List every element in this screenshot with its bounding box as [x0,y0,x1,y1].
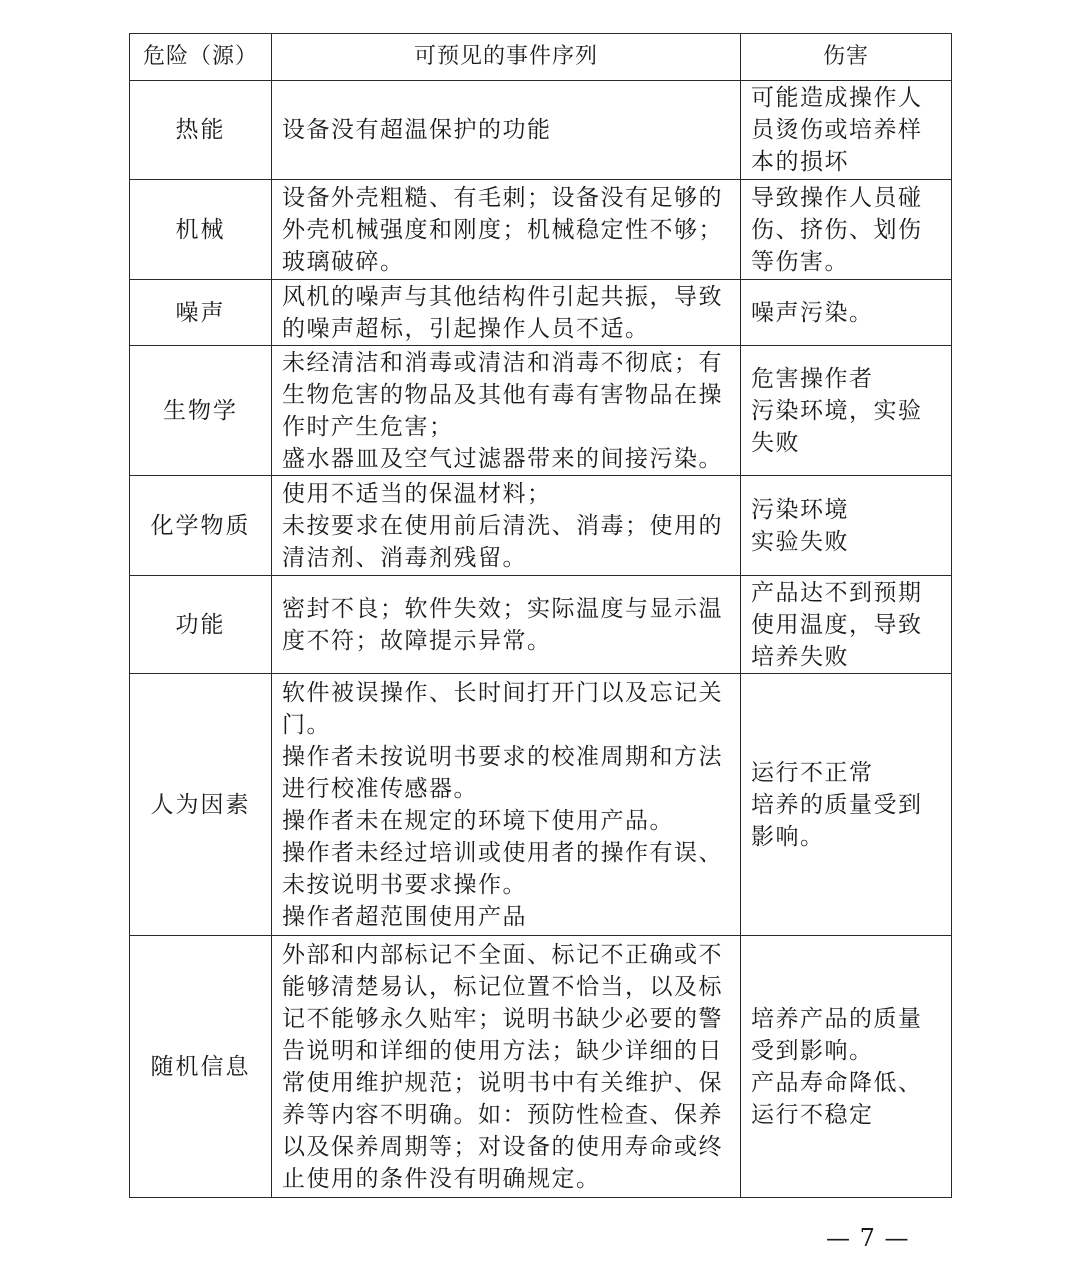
hazard-cell: 功能 [130,576,272,674]
header-harm: 伤害 [741,34,952,81]
table-header-row [130,34,952,81]
risk-analysis-table [129,33,952,1198]
harm-cell: 培养产品的质量受到影响。 产品寿命降低、运行不稳定 [741,936,952,1198]
table-row [130,180,952,280]
hazard-cell: 人为因素 [130,674,272,936]
hazard-cell: 机械 [130,180,272,280]
harm-cell: 危害操作者 污染环境，实验失败 [741,346,952,476]
harm-cell: 运行不正常 培养的质量受到影响。 [741,674,952,936]
hazard-cell: 随机信息 [130,936,272,1198]
page-number: — 7 — [826,1224,910,1252]
harm-cell: 可能造成操作人员烫伤或培养样本的损坏 [741,81,952,180]
table-row [130,346,952,476]
sequence-cell: 外部和内部标记不全面、标记不正确或不能够清楚易认，标记位置不恰当，以及标记不能够永久贴牢；说明书缺少必要的警告说明和详细的使用方法；缺少详细的日常使用维护规范；说明书中有关维护、保养等内容不明确。如：预防性检查、保养以及保养周期等；对设备的使用寿命或终止使用的条件没有明确规定。 [272,936,741,1198]
table-row [130,576,952,674]
sequence-cell: 风机的噪声与其他结构件引起共振，导致的噪声超标，引起操作人员不适。 [272,280,741,346]
table-row [130,476,952,576]
table-row [130,674,952,936]
harm-cell: 产品达不到预期使用温度，导致培养失败 [741,576,952,674]
harm-cell: 污染环境 实验失败 [741,476,952,576]
table-row [130,936,952,1198]
sequence-cell: 密封不良；软件失效；实际温度与显示温度不符；故障提示异常。 [272,576,741,674]
sequence-cell: 设备外壳粗糙、有毛刺；设备没有足够的外壳机械强度和刚度；机械稳定性不够；玻璃破碎。 [272,180,741,280]
hazard-cell: 热能 [130,81,272,180]
harm-cell: 噪声污染。 [741,280,952,346]
sequence-cell: 未经清洁和消毒或清洁和消毒不彻底；有生物危害的物品及其他有毒有害物品在操作时产生危害； 盛水器皿及空气过滤器带来的间接污染。 [272,346,741,476]
header-sequence: 可预见的事件序列 [272,34,741,81]
sequence-cell: 软件被误操作、长时间打开门以及忘记关门。 操作者未按说明书要求的校准周期和方法进行校准传感器。 操作者未在规定的环境下使用产品。 操作者未经过培训或使用者的操作有误、未按说明书要求操作。 操作者超范围使用产品 [272,674,741,936]
harm-cell: 导致操作人员碰伤、挤伤、划伤等伤害。 [741,180,952,280]
header-hazard: 危险（源） [130,34,272,81]
sequence-cell: 设备没有超温保护的功能 [272,81,741,180]
hazard-cell: 噪声 [130,280,272,346]
hazard-cell: 生物学 [130,346,272,476]
hazard-cell: 化学物质 [130,476,272,576]
table-row [130,280,952,346]
table-row [130,81,952,180]
sequence-cell: 使用不适当的保温材料； 未按要求在使用前后清洗、消毒；使用的清洁剂、消毒剂残留。 [272,476,741,576]
